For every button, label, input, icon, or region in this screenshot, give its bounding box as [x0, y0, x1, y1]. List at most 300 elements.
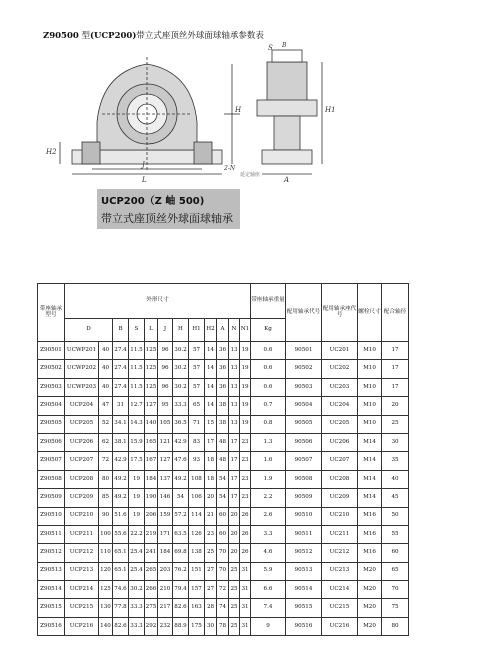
- table-cell: 30.2: [173, 342, 189, 360]
- table-cell: 83: [189, 433, 205, 451]
- table-cell: 20: [382, 397, 409, 415]
- table-cell: 25: [205, 544, 217, 562]
- table-cell: 19: [129, 507, 145, 525]
- table-cell: 48: [217, 452, 229, 470]
- table-cell: 1.6: [251, 452, 286, 470]
- table-cell: 90515: [286, 599, 322, 617]
- table-row: [38, 489, 409, 507]
- header-weight-unit: Kg: [251, 319, 286, 342]
- table-cell: 159: [158, 507, 173, 525]
- table-cell: UC212: [322, 544, 358, 562]
- table-cell: UC205: [322, 415, 358, 433]
- table-cell: 51.6: [113, 507, 129, 525]
- table-cell: 108: [189, 470, 205, 488]
- table-cell: 30.2: [173, 378, 189, 396]
- table-cell: 14: [205, 378, 217, 396]
- table-cell: 27.4: [113, 378, 129, 396]
- table-row: [38, 617, 409, 635]
- table-cell: 6.6: [251, 581, 286, 599]
- header-bearing: 配用轴承代号: [286, 284, 322, 342]
- table-cell: 75: [382, 599, 409, 617]
- bearing-drawing: [42, 42, 342, 182]
- table-cell: 20: [229, 544, 240, 562]
- label-s: S: [268, 44, 273, 52]
- table-cell: 77.8: [113, 599, 129, 617]
- table-cell: 23: [240, 452, 251, 470]
- table-cell: 78: [217, 617, 229, 635]
- table-cell: 151: [189, 562, 205, 580]
- label-j: J: [142, 161, 145, 169]
- table-cell: 27.4: [113, 360, 129, 378]
- table-cell: 105: [158, 415, 173, 433]
- table-row: [38, 452, 409, 470]
- table-cell: UC209: [322, 489, 358, 507]
- table-row: [38, 507, 409, 525]
- table-cell: 90502: [286, 360, 322, 378]
- header-col-n: N: [229, 319, 240, 342]
- table-cell: 25: [229, 617, 240, 635]
- table-cell: 49.2: [113, 489, 129, 507]
- table-cell: UCP210: [65, 507, 99, 525]
- table-cell: 126: [189, 525, 205, 543]
- table-cell: 12.7: [129, 397, 145, 415]
- table-cell: Z90502: [38, 360, 65, 378]
- header-col-j: J: [158, 319, 173, 342]
- table-cell: 21: [205, 507, 217, 525]
- table-cell: 47: [99, 397, 113, 415]
- table-cell: Z90512: [38, 544, 65, 562]
- table-cell: 25.4: [129, 544, 145, 562]
- header-shaft: 配合轴径: [382, 284, 409, 342]
- table-row: [38, 433, 409, 451]
- table-cell: 0.8: [251, 415, 286, 433]
- table-cell: 57.2: [173, 507, 189, 525]
- spec-table: [37, 283, 409, 636]
- table-cell: 85: [99, 489, 113, 507]
- table-cell: 88.9: [173, 617, 189, 635]
- label-n: 2-N: [224, 165, 236, 172]
- table-cell: Z90510: [38, 507, 65, 525]
- table-cell: UCP206: [65, 433, 99, 451]
- table-cell: 60: [217, 525, 229, 543]
- header-dims: 外形尺寸: [65, 284, 251, 319]
- table-cell: 54: [173, 489, 189, 507]
- table-cell: 63.5: [173, 525, 189, 543]
- header-bolt: 螺栓尺寸: [358, 284, 382, 342]
- table-cell: 19: [240, 342, 251, 360]
- table-cell: UCP204: [65, 397, 99, 415]
- table-cell: 28: [205, 599, 217, 617]
- header-col-l: L: [145, 319, 158, 342]
- table-cell: M20: [358, 581, 382, 599]
- table-cell: 40: [99, 378, 113, 396]
- header-weight: 带座轴承重量: [251, 284, 286, 319]
- table-cell: M10: [358, 360, 382, 378]
- banner-model: UCP200（Z 岫 500): [101, 196, 205, 207]
- table-cell: 90504: [286, 397, 322, 415]
- table-cell: 26: [240, 544, 251, 562]
- table-cell: UC210: [322, 507, 358, 525]
- table-cell: UC204: [322, 397, 358, 415]
- table-cell: 127: [158, 452, 173, 470]
- table-cell: 70: [382, 581, 409, 599]
- table-cell: 82.6: [113, 617, 129, 635]
- table-cell: 14: [205, 342, 217, 360]
- table-cell: 65.1: [113, 544, 129, 562]
- table-cell: 137: [158, 470, 173, 488]
- table-cell: UCP209: [65, 489, 99, 507]
- table-cell: 2.6: [251, 507, 286, 525]
- table-cell: 11.5: [129, 378, 145, 396]
- table-cell: 146: [158, 489, 173, 507]
- table-cell: 96: [158, 378, 173, 396]
- table-cell: Z90514: [38, 581, 65, 599]
- table-cell: 90514: [286, 581, 322, 599]
- table-cell: 114: [189, 507, 205, 525]
- table-cell: 38.1: [113, 433, 129, 451]
- table-cell: 265: [145, 562, 158, 580]
- table-cell: 42.9: [113, 452, 129, 470]
- table-cell: M16: [358, 544, 382, 562]
- table-cell: 90505: [286, 415, 322, 433]
- document-title: Z90500 型(UCP200)带立式座顶丝外球面球轴承参数表: [43, 31, 264, 41]
- table-cell: 140: [145, 415, 158, 433]
- table-cell: 70: [217, 544, 229, 562]
- header-housing: 配用轴承座代号: [322, 284, 358, 342]
- table-cell: 19: [240, 360, 251, 378]
- spec-table-body: [38, 284, 409, 636]
- table-row: [38, 342, 409, 360]
- table-cell: M10: [358, 397, 382, 415]
- table-cell: 292: [145, 617, 158, 635]
- table-cell: 0.7: [251, 397, 286, 415]
- table-cell: 70: [217, 562, 229, 580]
- table-cell: UCWP203: [65, 378, 99, 396]
- table-cell: 1.9: [251, 470, 286, 488]
- table-cell: 106: [189, 489, 205, 507]
- table-cell: 140: [99, 617, 113, 635]
- table-cell: UC213: [322, 562, 358, 580]
- table-cell: M10: [358, 415, 382, 433]
- table-cell: M14: [358, 452, 382, 470]
- table-cell: 31: [113, 397, 129, 415]
- table-cell: 57: [189, 342, 205, 360]
- table-cell: 19: [240, 378, 251, 396]
- table-cell: UCWP202: [65, 360, 99, 378]
- table-cell: 25: [382, 415, 409, 433]
- table-cell: 90503: [286, 378, 322, 396]
- table-cell: UC207: [322, 452, 358, 470]
- table-cell: 60: [382, 544, 409, 562]
- table-cell: 3.3: [251, 525, 286, 543]
- table-cell: 163: [189, 599, 205, 617]
- table-cell: 0.6: [251, 360, 286, 378]
- table-cell: 96: [158, 360, 173, 378]
- table-cell: 203: [158, 562, 173, 580]
- table-cell: 19: [240, 415, 251, 433]
- table-cell: 23: [205, 525, 217, 543]
- table-cell: 13: [229, 360, 240, 378]
- table-cell: 125: [145, 360, 158, 378]
- table-cell: 90516: [286, 617, 322, 635]
- table-cell: 34.1: [113, 415, 129, 433]
- table-cell: 31: [240, 599, 251, 617]
- table-row: [38, 599, 409, 617]
- table-row: [38, 581, 409, 599]
- table-cell: 100: [99, 525, 113, 543]
- table-cell: 50: [382, 507, 409, 525]
- product-banner: [97, 189, 240, 229]
- table-cell: 210: [158, 581, 173, 599]
- table-cell: 17: [382, 342, 409, 360]
- table-cell: 96: [158, 342, 173, 360]
- table-cell: 25: [229, 599, 240, 617]
- banner-description: 带立式座顶丝外球面球轴承: [101, 212, 233, 225]
- table-cell: 90510: [286, 507, 322, 525]
- table-cell: UC208: [322, 470, 358, 488]
- table-cell: 80: [99, 470, 113, 488]
- table-cell: Z90505: [38, 415, 65, 433]
- table-cell: Z90515: [38, 599, 65, 617]
- table-cell: 241: [145, 544, 158, 562]
- header-col-b: B: [113, 319, 129, 342]
- table-cell: UCP215: [65, 599, 99, 617]
- table-cell: 11.5: [129, 342, 145, 360]
- table-cell: UC201: [322, 342, 358, 360]
- table-cell: 125: [145, 342, 158, 360]
- table-cell: 0.6: [251, 378, 286, 396]
- table-cell: 27: [205, 562, 217, 580]
- label-h1: H1: [325, 106, 336, 114]
- table-cell: 23: [240, 470, 251, 488]
- table-cell: 93: [189, 452, 205, 470]
- table-cell: 80: [382, 617, 409, 635]
- table-cell: 38: [217, 415, 229, 433]
- table-cell: Z90506: [38, 433, 65, 451]
- table-cell: 17: [382, 360, 409, 378]
- table-cell: M16: [358, 525, 382, 543]
- table-cell: 36: [217, 360, 229, 378]
- table-cell: 275: [145, 599, 158, 617]
- table-cell: 266: [145, 581, 158, 599]
- header-col-h2: H2: [205, 319, 217, 342]
- table-cell: 90512: [286, 544, 322, 562]
- table-cell: 40: [382, 470, 409, 488]
- table-cell: 74: [217, 599, 229, 617]
- header-col-a: A: [217, 319, 229, 342]
- table-cell: 90: [99, 507, 113, 525]
- table-cell: Z90508: [38, 470, 65, 488]
- table-cell: 76.2: [173, 562, 189, 580]
- table-cell: 25.4: [129, 562, 145, 580]
- table-cell: 26: [240, 525, 251, 543]
- table-cell: 57: [189, 360, 205, 378]
- table-cell: Z90511: [38, 525, 65, 543]
- table-cell: 48: [217, 433, 229, 451]
- table-cell: 30: [382, 433, 409, 451]
- header-col-s: S: [129, 319, 145, 342]
- table-cell: 60: [217, 507, 229, 525]
- table-cell: UCP216: [65, 617, 99, 635]
- table-cell: 232: [158, 617, 173, 635]
- table-cell: M14: [358, 470, 382, 488]
- table-cell: 45: [382, 489, 409, 507]
- table-cell: UC211: [322, 525, 358, 543]
- label-h2: H2: [46, 148, 57, 156]
- table-cell: 71: [189, 415, 205, 433]
- table-cell: M20: [358, 599, 382, 617]
- table-cell: M10: [358, 342, 382, 360]
- table-cell: 72: [99, 452, 113, 470]
- table-cell: 18: [205, 452, 217, 470]
- table-cell: 120: [99, 562, 113, 580]
- table-cell: UCP213: [65, 562, 99, 580]
- table-cell: 49.2: [113, 470, 129, 488]
- table-cell: 175: [189, 617, 205, 635]
- table-cell: M10: [358, 378, 382, 396]
- table-cell: 19: [129, 489, 145, 507]
- table-cell: 65: [382, 562, 409, 580]
- label-l: L: [142, 176, 147, 182]
- table-cell: 65: [189, 397, 205, 415]
- table-cell: 184: [158, 544, 173, 562]
- table-cell: 14.3: [129, 415, 145, 433]
- table-cell: 127: [145, 397, 158, 415]
- table-cell: 17: [229, 489, 240, 507]
- header-col-n1: N1: [240, 319, 251, 342]
- table-cell: 20: [229, 507, 240, 525]
- table-cell: 2.2: [251, 489, 286, 507]
- table-cell: 13: [229, 342, 240, 360]
- table-cell: 1.3: [251, 433, 286, 451]
- table-cell: UCP205: [65, 415, 99, 433]
- table-cell: 54: [217, 470, 229, 488]
- table-cell: 11.5: [129, 360, 145, 378]
- table-cell: 79.4: [173, 581, 189, 599]
- table-cell: 23: [240, 489, 251, 507]
- table-cell: 7.4: [251, 599, 286, 617]
- table-cell: UCWP201: [65, 342, 99, 360]
- table-cell: UCP211: [65, 525, 99, 543]
- table-cell: 184: [145, 470, 158, 488]
- table-cell: 15: [205, 415, 217, 433]
- table-cell: 33.3: [129, 617, 145, 635]
- table-cell: 82.6: [173, 599, 189, 617]
- table-cell: 19: [129, 470, 145, 488]
- table-row: [38, 397, 409, 415]
- table-cell: M14: [358, 433, 382, 451]
- table-row: [38, 378, 409, 396]
- table-cell: 30: [205, 617, 217, 635]
- table-cell: 19: [240, 397, 251, 415]
- drawing-note: 延定轴座: [240, 172, 261, 178]
- table-cell: M14: [358, 489, 382, 507]
- header-col-h: H: [173, 319, 189, 342]
- table-cell: 15.9: [129, 433, 145, 451]
- table-cell: 157: [189, 581, 205, 599]
- table-cell: 17: [382, 378, 409, 396]
- table-cell: 72: [217, 581, 229, 599]
- table-cell: 110: [99, 544, 113, 562]
- table-cell: Z90503: [38, 378, 65, 396]
- table-cell: Z90504: [38, 397, 65, 415]
- table-cell: 54: [217, 489, 229, 507]
- table-cell: 25: [229, 581, 240, 599]
- table-cell: 42.9: [173, 433, 189, 451]
- table-cell: 17: [229, 433, 240, 451]
- table-cell: 165: [145, 433, 158, 451]
- table-cell: Z90516: [38, 617, 65, 635]
- table-cell: UCP208: [65, 470, 99, 488]
- table-cell: 65.1: [113, 562, 129, 580]
- table-cell: 25: [229, 562, 240, 580]
- table-cell: 31: [240, 581, 251, 599]
- table-cell: 190: [145, 489, 158, 507]
- table-cell: 219: [145, 525, 158, 543]
- table-row: [38, 470, 409, 488]
- table-cell: 95: [158, 397, 173, 415]
- table-cell: 90513: [286, 562, 322, 580]
- table-cell: Z90501: [38, 342, 65, 360]
- table-cell: 52: [99, 415, 113, 433]
- table-cell: UCP214: [65, 581, 99, 599]
- table-row: [38, 544, 409, 562]
- table-cell: M20: [358, 617, 382, 635]
- table-cell: 36: [217, 342, 229, 360]
- table-cell: 38: [217, 397, 229, 415]
- table-cell: UC206: [322, 433, 358, 451]
- table-cell: 13: [229, 415, 240, 433]
- table-cell: 17.5: [129, 452, 145, 470]
- table-cell: M20: [358, 562, 382, 580]
- table-cell: 125: [99, 581, 113, 599]
- table-cell: 47.6: [173, 452, 189, 470]
- table-cell: 171: [158, 525, 173, 543]
- table-cell: 13: [229, 378, 240, 396]
- table-cell: 17: [229, 452, 240, 470]
- table-cell: 4.6: [251, 544, 286, 562]
- table-cell: 49.2: [173, 470, 189, 488]
- table-row: [38, 360, 409, 378]
- table-cell: 90508: [286, 470, 322, 488]
- header-col-d: D: [65, 319, 113, 342]
- table-cell: 27: [205, 581, 217, 599]
- table-cell: 74.6: [113, 581, 129, 599]
- table-row: [38, 525, 409, 543]
- table-cell: 36: [217, 378, 229, 396]
- table-cell: 35: [382, 452, 409, 470]
- table-cell: UCP212: [65, 544, 99, 562]
- table-cell: 22.2: [129, 525, 145, 543]
- table-cell: 20: [205, 489, 217, 507]
- table-cell: 121: [158, 433, 173, 451]
- table-cell: 217: [158, 599, 173, 617]
- label-a: A: [284, 176, 290, 182]
- table-cell: 57: [189, 378, 205, 396]
- table-cell: UC214: [322, 581, 358, 599]
- table-cell: 30.2: [173, 360, 189, 378]
- table-cell: 17: [205, 433, 217, 451]
- table-cell: 90506: [286, 433, 322, 451]
- table-cell: 125: [145, 378, 158, 396]
- table-cell: 5.9: [251, 562, 286, 580]
- header-model: 带座轴承型号: [38, 284, 65, 342]
- table-cell: Z90513: [38, 562, 65, 580]
- table-cell: 167: [145, 452, 158, 470]
- table-cell: 206: [145, 507, 158, 525]
- table-cell: 9: [251, 617, 286, 635]
- table-cell: 20: [229, 525, 240, 543]
